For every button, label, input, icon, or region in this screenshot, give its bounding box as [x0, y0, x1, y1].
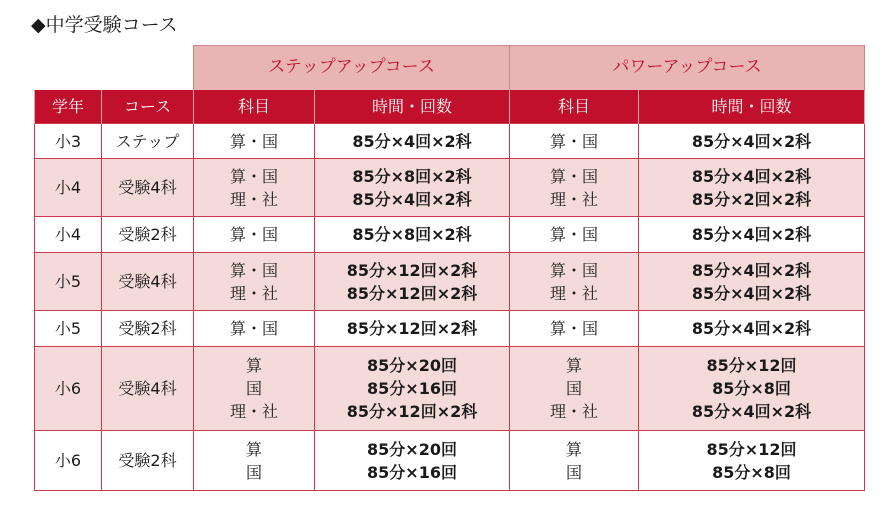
blank-cell [102, 46, 194, 90]
grade-cell: 小6 [35, 431, 102, 491]
grade-cell: 小5 [35, 253, 102, 311]
power-time-cell: 85分×12回 85分×8回 [639, 431, 865, 491]
step-subject-cell: 算・国 理・社 [194, 253, 315, 311]
step-subject-cell: 算・国 [194, 217, 315, 253]
blank-cell [35, 46, 102, 90]
step-subject-cell: 算・国 [194, 124, 315, 159]
power-time-cell: 85分×4回×2科 85分×4回×2科 [639, 253, 865, 311]
grade-cell: 小4 [35, 159, 102, 217]
course-cell: ステップ [102, 124, 194, 159]
header-course: コース [102, 90, 194, 124]
table-row [35, 431, 865, 491]
step-time-cell: 85分×20回 85分×16回 [315, 431, 510, 491]
header-step-time: 時間・回数 [315, 90, 510, 124]
course-cell: 受験4科 [102, 159, 194, 217]
course-cell: 受験4科 [102, 253, 194, 311]
power-time-cell: 85分×4回×2科 [639, 311, 865, 347]
step-subject-cell: 算 国 理・社 [194, 347, 315, 431]
table-row [35, 124, 865, 159]
table-row [35, 159, 865, 217]
course-cell: 受験4科 [102, 347, 194, 431]
course-group-row [35, 46, 865, 90]
course-cell: 受験2科 [102, 431, 194, 491]
power-time-cell: 85分×4回×2科 85分×2回×2科 [639, 159, 865, 217]
power-time-cell: 85分×12回 85分×8回 85分×4回×2科 [639, 347, 865, 431]
step-subject-cell: 算・国 [194, 311, 315, 347]
table-row [35, 311, 865, 347]
step-time-cell: 85分×20回 85分×16回 85分×12回×2科 [315, 347, 510, 431]
course-cell: 受験2科 [102, 217, 194, 253]
column-header-row [35, 90, 865, 124]
grade-cell: 小4 [35, 217, 102, 253]
step-time-cell: 85分×8回×2科 85分×4回×2科 [315, 159, 510, 217]
course-cell: 受験2科 [102, 311, 194, 347]
header-power-subject: 科目 [510, 90, 639, 124]
header-power-time: 時間・回数 [639, 90, 865, 124]
step-subject-cell: 算 国 [194, 431, 315, 491]
step-up-course-header: ステップアップコース [194, 46, 510, 90]
grade-cell: 小5 [35, 311, 102, 347]
power-time-cell: 85分×4回×2科 [639, 124, 865, 159]
power-subject-cell: 算・国 [510, 124, 639, 159]
step-time-cell: 85分×12回×2科 85分×12回×2科 [315, 253, 510, 311]
power-subject-cell: 算 国 [510, 431, 639, 491]
power-subject-cell: 算・国 理・社 [510, 159, 639, 217]
power-subject-cell: 算・国 [510, 311, 639, 347]
course-table [34, 45, 865, 491]
step-time-cell: 85分×8回×2科 [315, 217, 510, 253]
power-subject-cell: 算・国 理・社 [510, 253, 639, 311]
table-row [35, 217, 865, 253]
grade-cell: 小3 [35, 124, 102, 159]
power-subject-cell: 算 国 理・社 [510, 347, 639, 431]
header-step-subject: 科目 [194, 90, 315, 124]
grade-cell: 小6 [35, 347, 102, 431]
page-title: ◆中学受験コース [31, 14, 178, 36]
step-time-cell: 85分×12回×2科 [315, 311, 510, 347]
power-up-course-header: パワーアップコース [510, 46, 865, 90]
power-time-cell: 85分×4回×2科 [639, 217, 865, 253]
step-time-cell: 85分×4回×2科 [315, 124, 510, 159]
table-row [35, 253, 865, 311]
header-grade: 学年 [35, 90, 102, 124]
table-row [35, 347, 865, 431]
step-subject-cell: 算・国 理・社 [194, 159, 315, 217]
power-subject-cell: 算・国 [510, 217, 639, 253]
